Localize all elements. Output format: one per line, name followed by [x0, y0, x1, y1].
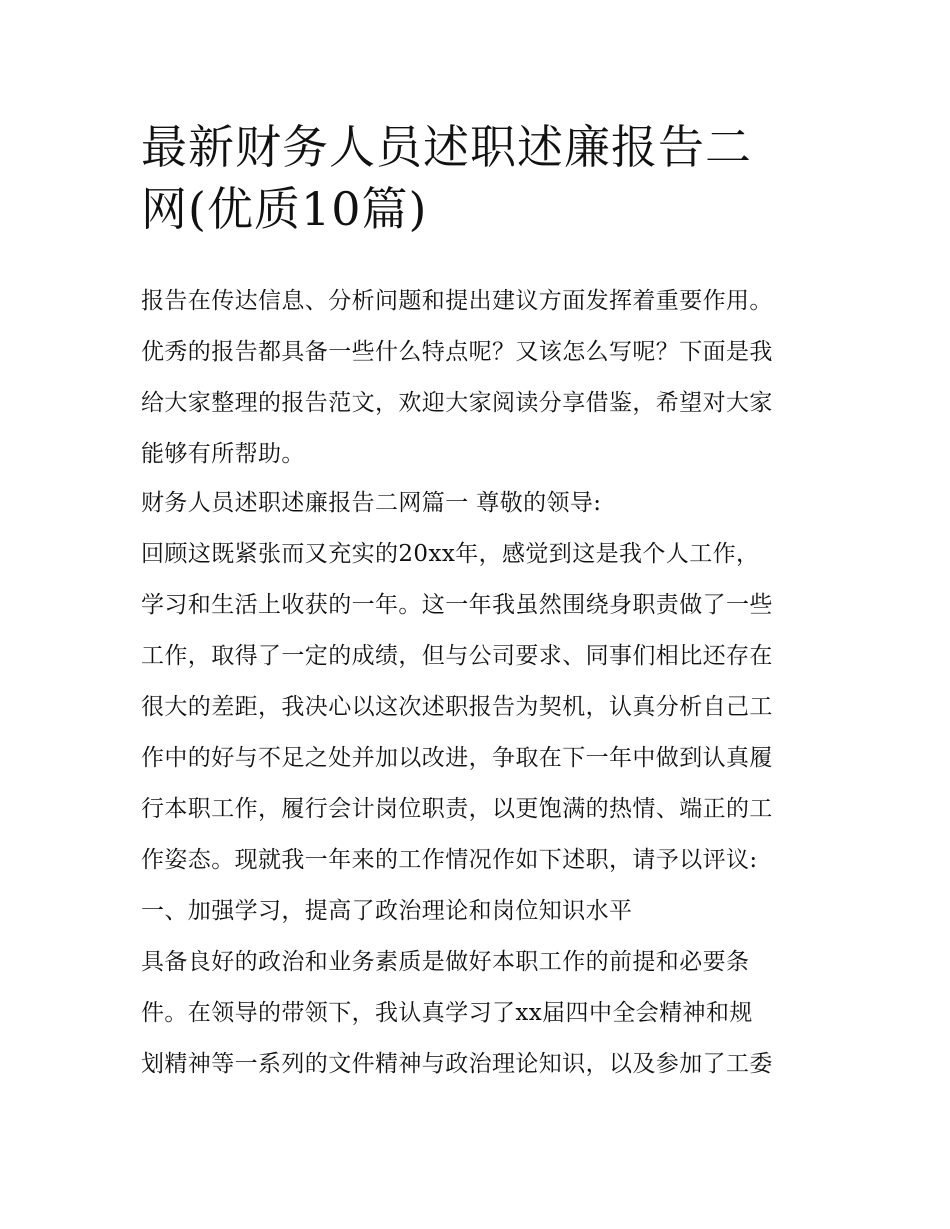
text-line: 工作，取得了一定的成绩，但与公司要求、同事们相比还存在 [141, 643, 773, 669]
text-line: 作中的好与不足之处并加以改进，争取在下一年中做到认真履 [141, 745, 773, 771]
subsection-heading-paragraph [141, 886, 841, 937]
document-title [141, 116, 821, 240]
section-heading-paragraph [141, 478, 841, 529]
text-line: 很大的差距，我决心以这次述职报告为契机，认真分析自己工 [141, 694, 773, 720]
subsection-body-paragraph [141, 937, 841, 1090]
text-line: 报告在传达信息、分析问题和提出建议方面发挥着重要作用。 [141, 288, 773, 314]
text-line: 回顾这既紧张而又充实的20xx年，感觉到这是我个人工作， [141, 541, 760, 567]
title-line: 最新财务人员述职述廉报告二 [141, 120, 752, 174]
intro-paragraph [141, 276, 841, 480]
body-paragraph [141, 529, 841, 886]
text-line: 给大家整理的报告范文，欢迎大家阅读分享借鉴，希望对大家 [141, 390, 773, 416]
text-line: 优秀的报告都具备一些什么特点呢？又该怎么写呢？下面是我 [141, 339, 773, 365]
text-line: 具备良好的政治和业务素质是做好本职工作的前提和必要条 [141, 949, 750, 975]
text-line: 能够有所帮助。 [141, 441, 305, 467]
text-line: 划精神等一系列的文件精神与政治理论知识，以及参加了工委 [141, 1051, 773, 1077]
text-line: 行本职工作，履行会计岗位职责，以更饱满的热情、端正的工 [141, 796, 773, 822]
text-line: 作姿态。现就我一年来的工作情况作如下述职，请予以评议: [141, 847, 758, 873]
heading-line: 财务人员述职述廉报告二网篇一 尊敬的领导: [141, 490, 602, 516]
text-line: 学习和生活上收获的一年。这一年我虽然围绕身职责做了一些 [141, 592, 773, 618]
text-line: 件。在领导的带领下，我认真学习了xx届四中全会精神和规 [141, 1000, 753, 1026]
subsection-heading: 一、加强学习，提高了政治理论和岗位知识水平 [141, 898, 633, 924]
title-line: 网(优质10篇) [141, 182, 428, 236]
